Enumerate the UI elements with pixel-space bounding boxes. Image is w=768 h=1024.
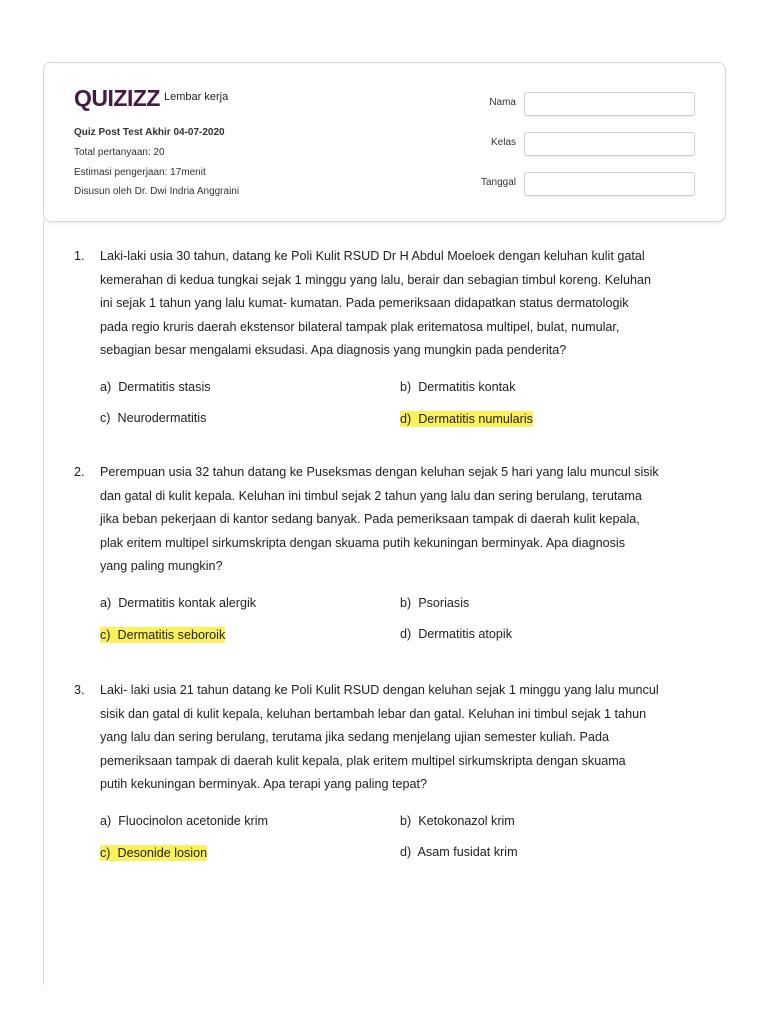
option-text: Fluocinolon acetonide krim xyxy=(118,814,269,828)
question-number: 1. xyxy=(74,249,85,263)
option-text: Asam fusidat krim xyxy=(417,845,518,859)
tanggal-label: Tanggal xyxy=(480,177,516,188)
option-letter: c) xyxy=(100,846,111,860)
answer-option-highlighted[interactable] xyxy=(100,845,207,861)
worksheet-subtitle: Lembar kerja xyxy=(164,91,229,103)
option-letter: a) xyxy=(100,814,112,828)
nama-label: Nama xyxy=(489,97,516,108)
nama-field[interactable] xyxy=(524,92,695,116)
page-border xyxy=(43,220,44,985)
option-letter: c) xyxy=(100,628,111,642)
option-letter: d) xyxy=(400,627,412,641)
question-text-line: ini sejak 1 tahun yang lalu kumat- kumatan. Pada pemeriksaan didapatkan status dermatologik xyxy=(100,296,629,310)
answer-option[interactable] xyxy=(400,596,469,610)
option-letter: d) xyxy=(400,412,412,426)
option-letter: b) xyxy=(400,814,412,828)
option-text: Dermatitis atopik xyxy=(418,627,512,641)
option-letter: a) xyxy=(100,380,112,394)
option-letter: a) xyxy=(100,596,112,610)
answer-option[interactable] xyxy=(400,845,518,859)
question-text-line: Perempuan usia 32 tahun datang ke Puseksmas dengan keluhan sejak 5 hari yang lalu muncul sisik xyxy=(100,465,659,479)
answer-option[interactable] xyxy=(100,380,211,394)
option-text: Neurodermatitis xyxy=(117,411,207,425)
option-text: Dermatitis seboroik xyxy=(117,628,226,642)
worksheet-header xyxy=(43,62,726,222)
question-text-line: dan gatal di kulit kepala. Keluhan ini timbul sejak 2 tahun yang lalu dan sering berulang, terutama xyxy=(100,488,642,503)
option-text: Dermatitis kontak alergik xyxy=(118,596,257,610)
question-number: 2. xyxy=(74,465,85,479)
author: Disusun oleh Dr. Dwi Indria Anggraini xyxy=(74,186,240,197)
question-text-line: yang paling mungkin? xyxy=(100,559,223,573)
quizizz-logo: QUIZIZZ xyxy=(74,85,160,111)
question-text-line: pemeriksaan tampak di daerah kulit kepala, plak eritem multipel sirkumskripta dengan skuama xyxy=(100,753,626,768)
option-text: Dermatitis stasis xyxy=(118,380,211,394)
question-text-line: putih kekuningan berminyak. Apa terapi yang paling tepat? xyxy=(100,777,427,791)
option-letter: c) xyxy=(100,411,111,425)
option-letter: d) xyxy=(400,845,412,859)
option-text: Dermatitis kontak xyxy=(418,380,516,394)
tanggal-field[interactable] xyxy=(524,172,695,196)
answer-option-highlighted[interactable] xyxy=(400,411,533,427)
question-text-line: Laki- laki usia 21 tahun datang ke Poli Kulit RSUD dengan keluhan sejak 1 minggu yang lalu muncul xyxy=(100,683,659,697)
question-text-line: jika beban pekerjaan di kantor sedang banyak. Pada pemeriksaan tampak di daerah kulit kepala, xyxy=(100,512,640,526)
option-letter: b) xyxy=(400,596,412,610)
question-text-line: kemerahan di kedua tungkai sejak 1 minggu yang lalu, berair dan sebagian timbul koreng. Keluhan xyxy=(100,272,651,287)
kelas-label: Kelas xyxy=(490,137,516,148)
answer-option[interactable] xyxy=(400,380,516,394)
answer-option[interactable] xyxy=(100,411,206,425)
question-text-line: sebagian besar mengalami eksudasi. Apa diagnosis yang mungkin pada penderita? xyxy=(100,343,567,357)
answer-option[interactable] xyxy=(100,814,268,828)
total-questions: Total pertanyaan: 20 xyxy=(74,147,165,158)
quiz-title: Quiz Post Test Akhir 04-07-2020 xyxy=(74,127,225,138)
time-estimate: Estimasi pengerjaan: 17menit xyxy=(74,167,206,178)
option-text: Desonide losion xyxy=(117,846,208,860)
answer-option[interactable] xyxy=(100,596,256,610)
question-text-line: Laki-laki usia 30 tahun, datang ke Poli Kulit RSUD Dr H Abdul Moeloek dengan keluhan kulit gatal xyxy=(100,249,645,263)
answer-option[interactable] xyxy=(400,814,515,828)
answer-option[interactable] xyxy=(400,627,512,641)
answer-option-highlighted[interactable] xyxy=(100,627,225,643)
question-text-line: plak eritem multipel sirkumskripta dengan skuama putih kekuningan berminyak. Apa diagnosis xyxy=(100,535,626,550)
question-number: 3. xyxy=(74,683,85,697)
question-text-line: yang lalu dan sering berulang, terutama jika sedang menjelang ujian semester kuliah. Pada xyxy=(100,730,609,744)
option-letter: b) xyxy=(400,380,412,394)
question-text-line: sisik dan gatal di kulit kepala, keluhan bertambah lebar dan gatal. Keluhan ini timbul sejak 1 tahun xyxy=(100,706,647,721)
option-text: Ketokonazol krim xyxy=(418,814,515,828)
kelas-field[interactable] xyxy=(524,132,695,156)
option-text: Dermatitis numularis xyxy=(418,412,533,426)
option-text: Psoriasis xyxy=(418,596,470,610)
question-text-line: pada regio kruris daerah ekstensor bilateral tampak plak eritematosa multipel, bulat, numular, xyxy=(100,319,620,334)
